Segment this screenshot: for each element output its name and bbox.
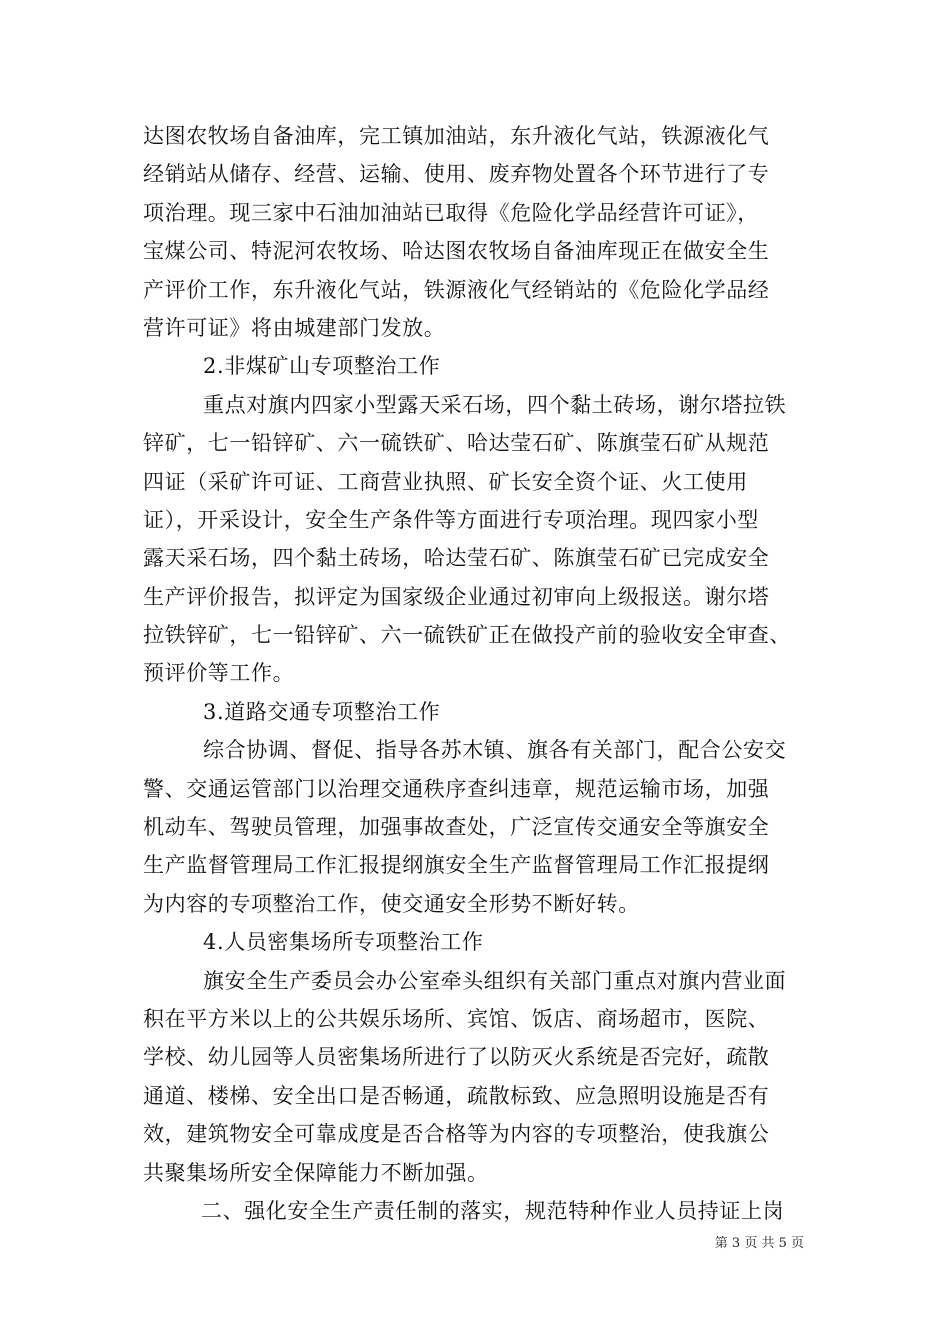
document-body [143,117,823,1230]
text-line: 旗安全生产委员会办公室牵头组织有关部门重点对旗内营业面 [203,968,787,993]
text-line: 预评价等工作。 [143,661,295,686]
text-line: 警、交通运管部门以治理交通秩序查纠违章，规范运输市场，加强 [143,776,770,801]
page-number: 第 3 页 共 5 页 [714,1236,804,1251]
section-heading: 2.非煤矿山专项整治工作 [203,354,441,379]
section-heading: 二、强化安全生产责任制的落实，规范特种作业人员持证上岗 [201,1198,785,1223]
text-line: 学校、幼儿园等人员密集场所进行了以防灭火系统是否完好，疏散 [143,1045,770,1070]
text-line: 达图农牧场自备油库，完工镇加油站，东升液化气站，铁源液化气 [143,124,770,148]
text-line: 项治理。现三家中石油加油站已取得《危险化学品经营许可证》， [143,200,759,225]
text-line: 机动车、驾驶员管理，加强事故查处，广泛宣传交通安全等旗安全 [143,815,770,840]
text-line: 证），开采设计，安全生产条件等方面进行专项治理。现四家小型 [143,507,759,532]
text-line: 营许可证》将由城建部门发放。 [143,315,446,340]
text-line: 露天采石场，四个黏土砖场，哈达莹石矿、陈旗莹石矿已完成安全 [143,546,770,571]
text-line: 宝煤公司、特泥河农牧场、哈达图农牧场自备油库现正在做安全生 [143,239,770,264]
text-line: 生产评价报告，拟评定为国家级企业通过初审向上级报送。谢尔塔 [143,584,770,609]
text-line: 通道、楼梯、安全出口是否畅通，疏散标致、应急照明设施是否有 [143,1083,770,1108]
text-line: 共聚集场所安全保障能力不断加强。 [143,1160,489,1185]
text-line: 重点对旗内四家小型露天采石场，四个黏土砖场，谢尔塔拉铁 [203,392,787,417]
text-line: 积在平方米以上的公共娱乐场所、宾馆、饭店、商场超市，医院、 [143,1006,770,1031]
section-heading: 3.道路交通专项整治工作 [203,699,441,724]
section-heading: 4.人员密集场所专项整治工作 [203,930,484,955]
text-line: 综合协调、督促、指导各苏木镇、旗各有关部门，配合公安交 [203,738,787,763]
text-line: 经销站从储存、经营、运输、使用、废弃物处置各个环节进行了专 [143,162,770,187]
text-line: 拉铁锌矿，七一铅锌矿、六一硫铁矿正在做投产前的验收安全审查、 [143,623,791,648]
text-line: 产评价工作，东升液化气站，铁源液化气经销站的《危险化学品经 [143,277,770,302]
text-line: 生产监督管理局工作汇报提纲旗安全生产监督管理局工作汇报提纲 [143,853,770,878]
text-line: 为内容的专项整治工作，使交通安全形势不断好转。 [143,891,640,916]
text-line: 效，建筑物安全可靠成度是否合格等为内容的专项整治，使我旗公 [143,1122,770,1147]
text-line: 锌矿，七一铅锌矿、六一硫铁矿、哈达莹石矿、陈旗莹石矿从规范 [143,431,770,456]
text-line: 四证（采矿许可证、工商营业执照、矿长安全资个证、火工使用 [143,469,748,494]
